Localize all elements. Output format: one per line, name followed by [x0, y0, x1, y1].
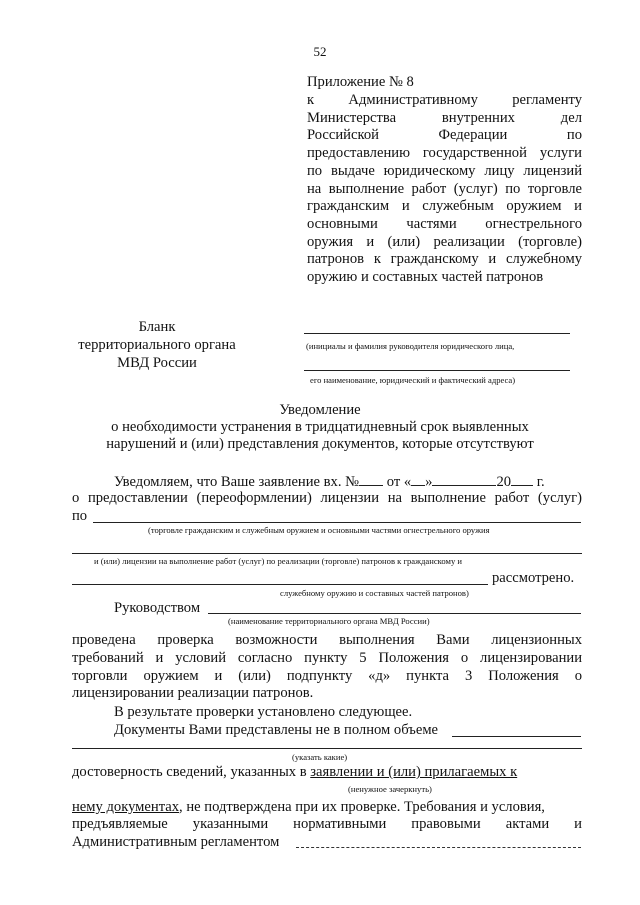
text: г.: [536, 474, 545, 490]
appendix-line: оружия и (или) реализации (торговле): [307, 233, 582, 250]
strike-choice: заявлении и (или) прилагаемых к: [310, 764, 518, 780]
notice-title: Уведомление: [279, 402, 361, 418]
strike-choice: нему документах: [72, 799, 180, 815]
appendix-line: на выполнение работ (услуг) по торговле: [307, 180, 582, 197]
caption-realizacii: и (или) лицензии на выполнение работ (услуг) по реализации (торговле) патронов к гражданскому и: [94, 556, 463, 566]
month-field[interactable]: [432, 473, 496, 486]
text: »: [425, 474, 433, 490]
paragraph-line: проведена проверка возможности выполнения Вами лицензионных: [72, 632, 582, 648]
blank-line: территориального органа: [78, 337, 236, 353]
number-field[interactable]: [359, 473, 383, 486]
text: предъявляемые указанными нормативными правовыми актами и: [72, 816, 582, 832]
appendix-line: оружию и составных частей патронов: [307, 269, 544, 286]
recipient-caption-2: его наименование, юридический и фактический адреса): [310, 375, 516, 385]
notice-line-1: [114, 473, 545, 492]
recipient-line-2[interactable]: [304, 370, 570, 371]
considered-text: рассмотрено.: [492, 570, 575, 586]
appendix-title: Приложение № 8: [307, 74, 414, 90]
adm-text: Административным регламентом: [72, 834, 280, 850]
blank-line: Бланк: [138, 319, 176, 335]
appendix-line: Министерства внутренних дел: [307, 109, 582, 126]
text: Уведомляем, что Ваше заявление вх. №: [114, 474, 360, 490]
day-field[interactable]: [411, 473, 425, 486]
caption-ukazat: (указать какие): [292, 752, 348, 762]
paragraph-line: лицензировании реализации патронов.: [72, 685, 314, 702]
docs-line-2[interactable]: [72, 748, 582, 749]
page-number: 52: [313, 44, 327, 59]
activity-line-2[interactable]: [72, 553, 582, 554]
appendix-text: [307, 92, 582, 287]
year-field[interactable]: [511, 473, 533, 486]
text: от «: [386, 474, 412, 490]
docs-text: Документы Вами представлены не в полном объеме: [114, 722, 439, 738]
result-text: В результате проверки установлено следующее.: [114, 704, 413, 720]
blank-line: МВД России: [117, 355, 197, 371]
paragraph-line: торговли оружием и (или) подпункту «д» пункта 3 Положения о: [72, 667, 582, 684]
paragraph-line: требований и условий согласно пункту 5 Положения о лицензировании: [72, 649, 582, 666]
appendix-line: гражданским и служебным оружием и: [307, 198, 582, 215]
text: , не подтверждена при их проверке. Требования и условия,: [179, 799, 545, 815]
text: достоверность сведений, указанных в: [72, 764, 307, 780]
caption-sluzhebnomu: служебному оружию и составных частей патронов): [280, 588, 469, 598]
notice-subtitle-2: нарушений и (или) представления документов, которые отсутствуют: [106, 436, 534, 452]
adm-line[interactable]: [296, 847, 581, 848]
text: 20: [496, 474, 512, 490]
notice-subtitle-1: о необходимости устранения в тридцатидневный срок выявленных: [111, 419, 529, 435]
dostovernost-line: [72, 764, 582, 782]
recipient-caption-1: (инициалы и фамилия руководителя юридического лица,: [306, 341, 515, 351]
appendix-line: основными частями огнестрельного: [307, 215, 582, 232]
caption-torgovle: (торговле гражданским и служебным оружием и основными частями огнестрельного оружия: [148, 525, 490, 535]
docs-line-1[interactable]: [452, 736, 581, 737]
notice-line-3-label: по: [72, 508, 88, 524]
activity-line-3[interactable]: [72, 584, 488, 585]
para2-line: [72, 816, 582, 834]
authority-line[interactable]: [208, 613, 581, 614]
paragraph-check: [72, 632, 582, 703]
caption-naimenovanie: (наименование территориального органа МВД России): [228, 616, 430, 626]
text: о предоставлении (переоформлении) лицензии на выполнение работ (услуг): [72, 490, 582, 506]
caption-nenuzhnoe: (ненужное зачеркнуть): [348, 784, 432, 794]
activity-line-1[interactable]: [93, 522, 581, 523]
rukovodstvom-label: Руководством: [114, 600, 201, 616]
blank-header: [72, 318, 242, 372]
appendix-line: патронов к гражданскому и служебному: [307, 251, 582, 268]
appendix-line: по выдаче юридическому лицу лицензий: [307, 162, 582, 179]
notice-line-2: [72, 490, 582, 508]
recipient-line-1[interactable]: [304, 333, 570, 334]
appendix-line: Российской Федерации по: [307, 127, 582, 144]
appendix-line: предоставлению государственной услуги: [307, 145, 582, 162]
appendix-line: к Административному регламенту: [307, 92, 582, 108]
nemu-line: [72, 799, 582, 817]
